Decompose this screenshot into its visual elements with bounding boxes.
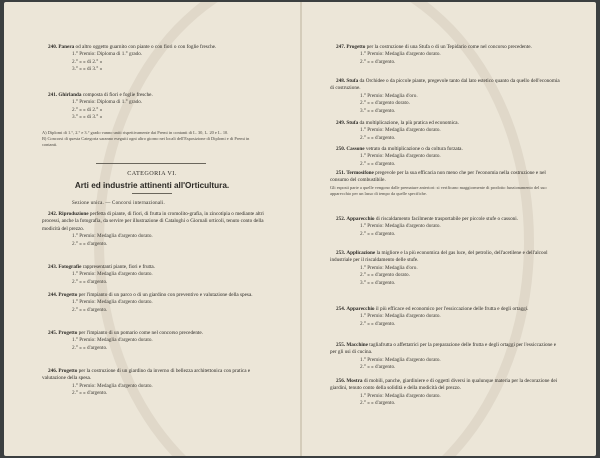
prize-line: 2.° » » d'argento. xyxy=(72,278,108,285)
note-line: B) Concorsi di questa Categoria saranno eseguiti ogni altro giorno nei locali dell'Esposizione di Diplomi e di Premi in contanti. xyxy=(42,135,250,147)
entry-243 xyxy=(42,264,264,286)
prize-line: 3.° » » d'argento. xyxy=(360,107,396,114)
entry-keyword: Ghirlanda xyxy=(58,92,82,98)
entry-number: 241. xyxy=(48,92,58,98)
entry-number: 249. xyxy=(336,120,346,126)
prize-line: 1.° Premio: Diploma di 1.° grado. xyxy=(72,99,143,106)
divider xyxy=(132,193,172,194)
entry-text: tagliafrutta o affettatrici per la preparazione delle frutta e degli ortaggi per l'essiccazione e per gli usi di cucina. xyxy=(330,342,557,356)
prize-line: 1.° Premio: Medaglia d'argento dorato. xyxy=(72,271,153,278)
prize-line: 1.° Premio: Medaglia d'argento dorato. xyxy=(72,337,153,344)
prize-line: 2.° » » d'argento. xyxy=(360,400,396,407)
notes xyxy=(42,130,264,148)
entry-keyword: Panera xyxy=(58,44,75,50)
entry-242 xyxy=(42,211,264,248)
entry-keyword: Progetto xyxy=(58,330,78,336)
prize-line: 2.° » » d'argento. xyxy=(360,58,396,65)
entry-text: la migliore e la più economica del gas luce, del petrolio, dell'acetilene e dell'alcool industriale per il riscaldamento delle stufe. xyxy=(330,250,548,264)
entry-247 xyxy=(330,44,562,66)
entry-keyword: Cassone xyxy=(346,146,365,152)
entry-244 xyxy=(42,292,264,314)
entry-text: per l'impianto di un pomario come nel concorso precedente. xyxy=(77,330,203,336)
prize-line: 1.° Premio: Medaglia d'argento dorato. xyxy=(360,223,441,230)
entry-number: 252. xyxy=(336,216,346,222)
prize-line: 1.° Premio: Medaglia d'argento dorato. xyxy=(72,299,153,306)
entry-245 xyxy=(42,330,264,352)
prize-line: 2.° » » d'argento. xyxy=(360,364,396,371)
prize-line: 3.° » » di 3.° » xyxy=(72,66,103,73)
entry-keyword: Applicazione xyxy=(346,250,376,256)
prize-line: 1.° Premio: Medaglia d'oro. xyxy=(360,264,418,271)
entry-number: 245. xyxy=(48,330,58,336)
entry-250 xyxy=(330,146,562,168)
right-page xyxy=(302,2,596,456)
entry-note: Gli esposti parte a quelle vengono dalle premature anteriori: si verificano maggiormente di prodotto funzionamento del suo apparecchio per un lasso di tempo da quelle specifiche. xyxy=(330,184,547,196)
entry-text: rappresentanti piante, fiori e frutta. xyxy=(81,264,156,270)
entry-253 xyxy=(330,250,562,287)
entry-255 xyxy=(330,342,562,372)
category-heading: CATEGORIA VI. xyxy=(127,170,177,177)
entry-number: 253. xyxy=(336,250,346,256)
prize-line: 1.° Premio: Medaglia d'argento dorato. xyxy=(72,233,153,240)
prize-line: 2.° » » d'argento dorato. xyxy=(360,100,410,107)
note-line: A) Diplomi di 1.°, 2.° e 3.° grado vanno uniti rispettivamente dai Premi in contanti di L. 30, L. 20 e L. 10. xyxy=(42,130,229,135)
prize-line: 1.° Premio: Medaglia d'argento dorato. xyxy=(360,313,441,320)
entry-text: od altro oggetto guarnito con piante o con fiori o con foglie fresche. xyxy=(74,44,217,50)
prize-line: 2.° » » di 2.° » xyxy=(72,58,103,65)
entry-number: 254. xyxy=(336,306,346,312)
entry-number: 251. xyxy=(336,170,346,176)
entry-text: composta di fiori e foglie fresche. xyxy=(81,92,153,98)
entry-number: 243. xyxy=(48,264,58,270)
prize-line: 1.° Premio: Diploma di 1.° grado. xyxy=(72,51,143,58)
prize-line: 2.° » » d'argento dorato. xyxy=(360,272,410,279)
entry-keyword: Stufa xyxy=(346,120,359,126)
entry-keyword: Progetto xyxy=(58,368,78,374)
entry-number: 244. xyxy=(48,292,58,298)
entry-keyword: Progetto xyxy=(58,292,78,298)
entry-254 xyxy=(330,306,562,328)
prize-line: 1.° Premio: Medaglia d'argento dorato. xyxy=(360,153,441,160)
entry-number: 256. xyxy=(336,378,346,384)
prize-line: 1.° Premio: Medaglia d'oro. xyxy=(360,92,418,99)
prize-line: 2.° » » d'argento. xyxy=(72,240,108,247)
entry-keyword: Apparecchio xyxy=(346,306,375,312)
left-page xyxy=(4,2,300,456)
entry-keyword: Riproduzione xyxy=(58,211,89,217)
prize-line: 1.° Premio: Medaglia d'argento dorato. xyxy=(72,382,153,389)
entry-246 xyxy=(42,368,264,398)
prize-line: 2.° » » d'argento. xyxy=(72,390,108,397)
prize-line: 2.° » » d'argento. xyxy=(360,160,396,167)
entry-text: per la costruzione di un giardino da inverno di bellezza architettonica con pratica e valutazione della spesa. xyxy=(42,368,251,382)
category-title: Arti ed industrie attinenti all'Orticultura. xyxy=(74,181,230,190)
prize-line: 3.° » » di 3.° » xyxy=(72,114,103,121)
entry-252 xyxy=(330,216,562,238)
prize-line: 1.° Premio: Medaglia d'argento dorato. xyxy=(360,51,441,58)
entry-249 xyxy=(330,120,562,142)
entry-number: 247. xyxy=(336,44,346,50)
entry-240 xyxy=(42,44,264,74)
entry-keyword: Termosifone xyxy=(346,170,374,176)
prize-line: 1.° Premio: Medaglia d'argento dorato. xyxy=(360,127,441,134)
entry-number: 240. xyxy=(48,44,58,50)
divider xyxy=(96,163,206,164)
entry-keyword: Stufa xyxy=(346,78,359,84)
entry-248 xyxy=(330,78,562,115)
entry-256 xyxy=(330,378,562,408)
entry-number: 242. xyxy=(48,211,58,217)
entry-number: 250. xyxy=(336,146,346,152)
entry-keyword: Fotografie xyxy=(58,264,82,270)
prize-line: 2.° » » d'argento. xyxy=(360,134,396,141)
section-heading: Sezione unica. — Concorsi internazionali. xyxy=(72,201,165,206)
entry-text: vetrato da moltiplicazione o da coltura forzata. xyxy=(364,146,463,152)
entry-text: perfetta di piante, di fiori, di frutta in cromolito-grafia, in zincotipia o mediante altri processi, anche la fotografia, da servire per illustrazione di Cataloghi o Giornali orticoli, tenuto conto della modicità del prezzo. xyxy=(42,211,264,232)
entry-text: di riscaldamento facilmente trasportabile per piccole stufe o cassoni. xyxy=(374,216,518,222)
prize-line: 2.° » » d'argento. xyxy=(72,344,108,351)
entry-text: per la costruzione di una Stufa o di un Tepidario come nel concorso precedente. xyxy=(365,44,532,50)
entry-number: 248. xyxy=(336,78,346,84)
entry-text: da Orchidee o da piccole piante, pregevole tanto dal lato estetico quanto da quello dell'economia di costruzione. xyxy=(330,78,560,92)
entry-241 xyxy=(42,92,264,122)
prize-line: 2.° » » d'argento. xyxy=(360,320,396,327)
entry-keyword: Progetto xyxy=(346,44,366,50)
entry-number: 246. xyxy=(48,368,58,374)
entry-text: pregevole per la sua efficacia non meno che per l'economia nella costruzione e nel consumo del combustibile. xyxy=(330,170,546,184)
entry-keyword: Macchine xyxy=(346,342,368,348)
entry-keyword: Mostra xyxy=(346,378,363,384)
prize-line: 1.° Premio: Medaglia d'argento dorato. xyxy=(360,356,441,363)
prize-line: 2.° » » di 2.° » xyxy=(72,106,103,113)
entry-text: di mobili, panche, giardiniere e di oggetti diversi in qualunque materia per la decorazione dei giardini, tenuto conto della solidità e della modicità del prezzo. xyxy=(330,378,558,392)
prize-line: 2.° » » d'argento. xyxy=(360,230,396,237)
entry-number: 255. xyxy=(336,342,346,348)
entry-text: da moltiplicazione, la più pratica ed economica. xyxy=(358,120,459,126)
prize-line: 2.° » » d'argento. xyxy=(72,306,108,313)
document-spread xyxy=(4,2,596,456)
entry-text: per l'impianto di un parco o di un giardino con preventivo e valutazione della spesa. xyxy=(77,292,253,298)
entry-251 xyxy=(330,170,562,197)
prize-line: 3.° » » d'argento. xyxy=(360,279,396,286)
entry-keyword: Apparecchio xyxy=(346,216,375,222)
prize-line: 1.° Premio: Medaglia d'argento dorato. xyxy=(360,392,441,399)
entry-text: il più efficace ed economico per l'essiccazione delle frutta e degli ortaggi. xyxy=(374,306,529,312)
